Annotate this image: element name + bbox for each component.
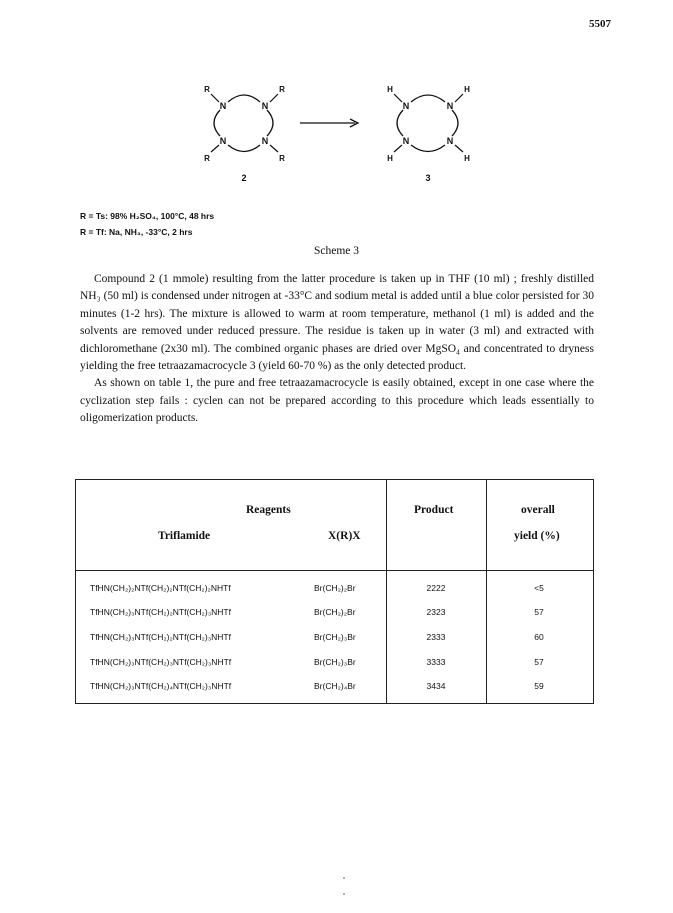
table-cell-product: 2333 xyxy=(426,632,446,642)
table-cell-yield: 57 xyxy=(534,607,544,617)
atom-n: N xyxy=(261,136,269,146)
paragraph: As shown on table 1, the pure and free tetraazamacrocycle is easily obtained, except in one case where the cyclization step fails : cyclen can not be prepared according to this procedure which leads essentially to oligomerization products. xyxy=(80,377,594,425)
reactant-macrocycle xyxy=(204,85,285,183)
table-cell-xrx: Br(CH₂)₄Br xyxy=(314,681,356,691)
atom-n: N xyxy=(446,136,454,146)
header-yield: yield (%) xyxy=(514,530,560,542)
atom-n: N xyxy=(219,101,227,111)
table-cell-product: 3333 xyxy=(426,657,446,667)
table-cell-yield: <5 xyxy=(534,583,544,593)
table-cell-yield: 59 xyxy=(534,681,544,691)
substituent-h: H xyxy=(464,85,470,94)
atom-n: N xyxy=(261,101,269,111)
body-text xyxy=(80,271,594,428)
table-cell-triflamide: TfHN(CH₂)₃NTf(CH₂)₃NTf(CH₂)₃NHTf xyxy=(90,657,232,667)
atom-n: N xyxy=(219,136,227,146)
atom-n: N xyxy=(446,101,454,111)
atom-n: N xyxy=(402,136,410,146)
substituent-r: R xyxy=(204,85,210,94)
reaction-scheme xyxy=(0,78,673,188)
header-divider xyxy=(76,570,593,571)
header-reagents: Reagents xyxy=(246,504,291,516)
substituent-h: H xyxy=(387,85,393,94)
substituent-h: H xyxy=(464,154,470,163)
header-product: Product xyxy=(414,504,454,516)
condition-ts: R = Ts: 98% H₂SO₄, 100°C, 48 hrs xyxy=(80,211,215,221)
scheme-caption: Scheme 3 xyxy=(313,245,360,257)
table-cell-triflamide: TfHN(CH₂)₂NTf(CH₂)₂NTf(CH₂)₂NHTf xyxy=(90,583,231,593)
table-cell-triflamide: TfHN(CH₂)₃NTf(CH₂)₄NTf(CH₂)₃NHTf xyxy=(90,681,232,691)
table-cell-yield: 60 xyxy=(534,632,544,642)
product-number: 3 xyxy=(425,173,431,183)
table-cell-product: 2323 xyxy=(426,607,446,617)
substituent-r: R xyxy=(279,154,285,163)
table-cell-triflamide: TfHN(CH₂)₃NTf(CH₂)₂NTf(CH₂)₃NHTf xyxy=(90,632,231,642)
atom-n: N xyxy=(402,101,410,111)
header-triflamide: Triflamide xyxy=(158,530,211,542)
condition-tf: R = Tf: Na, NH₃, -33°C, 2 hrs xyxy=(80,227,193,237)
reaction-conditions xyxy=(80,208,214,240)
reactant-number: 2 xyxy=(241,173,247,183)
substituent-r: R xyxy=(279,85,285,94)
scan-artifact xyxy=(343,877,345,879)
table-cell-triflamide: TfHN(CH₂)₃NTf(CH₂)₂NTf(CH₂)₃NHTf xyxy=(90,607,231,617)
table-cell-xrx: Br(CH₂)₃Br xyxy=(314,657,356,667)
results-table xyxy=(75,479,594,704)
table-cell-product: 2222 xyxy=(426,583,446,593)
header-overall: overall xyxy=(521,504,555,516)
substituent-r: R xyxy=(204,154,210,163)
product-macrocycle xyxy=(387,85,470,183)
page-number: 5507 xyxy=(589,18,611,30)
paragraph: Compound 2 (1 mmole) resulting from the latter procedure is taken up in THF (10 ml) ; freshly distilled NH₃ (50 ml) is condensed under nitrogen at -33°C and sodium metal is added until a blue color persisted for 30 minutes (1-2 hrs). The mixture is allowed to warm at room temperature, methanol (1 ml) is added and the solvents are removed under reduced pressure. The residue is taken up in water (3 ml) and extracted with dichloromethane (2x30 ml). The combined organic phases are dried over MgSO₄ and concentrated to dryness yielding the free tetraazamacrocycle 3 (yield 60-70 %) as the only detected product. xyxy=(80,273,594,373)
substituent-h: H xyxy=(387,154,393,163)
reaction-arrow xyxy=(300,119,358,127)
table-cell-product: 3434 xyxy=(426,681,446,691)
table-cell-xrx: Br(CH₂)₃Br xyxy=(314,632,356,642)
table-cell-xrx: Br(CH₂)₂Br xyxy=(314,607,356,617)
table-cell-yield: 57 xyxy=(534,657,544,667)
header-xrx: X(R)X xyxy=(328,530,361,542)
table-cell-xrx: Br(CH₂)₂Br xyxy=(314,583,356,593)
scan-artifact xyxy=(343,893,345,895)
